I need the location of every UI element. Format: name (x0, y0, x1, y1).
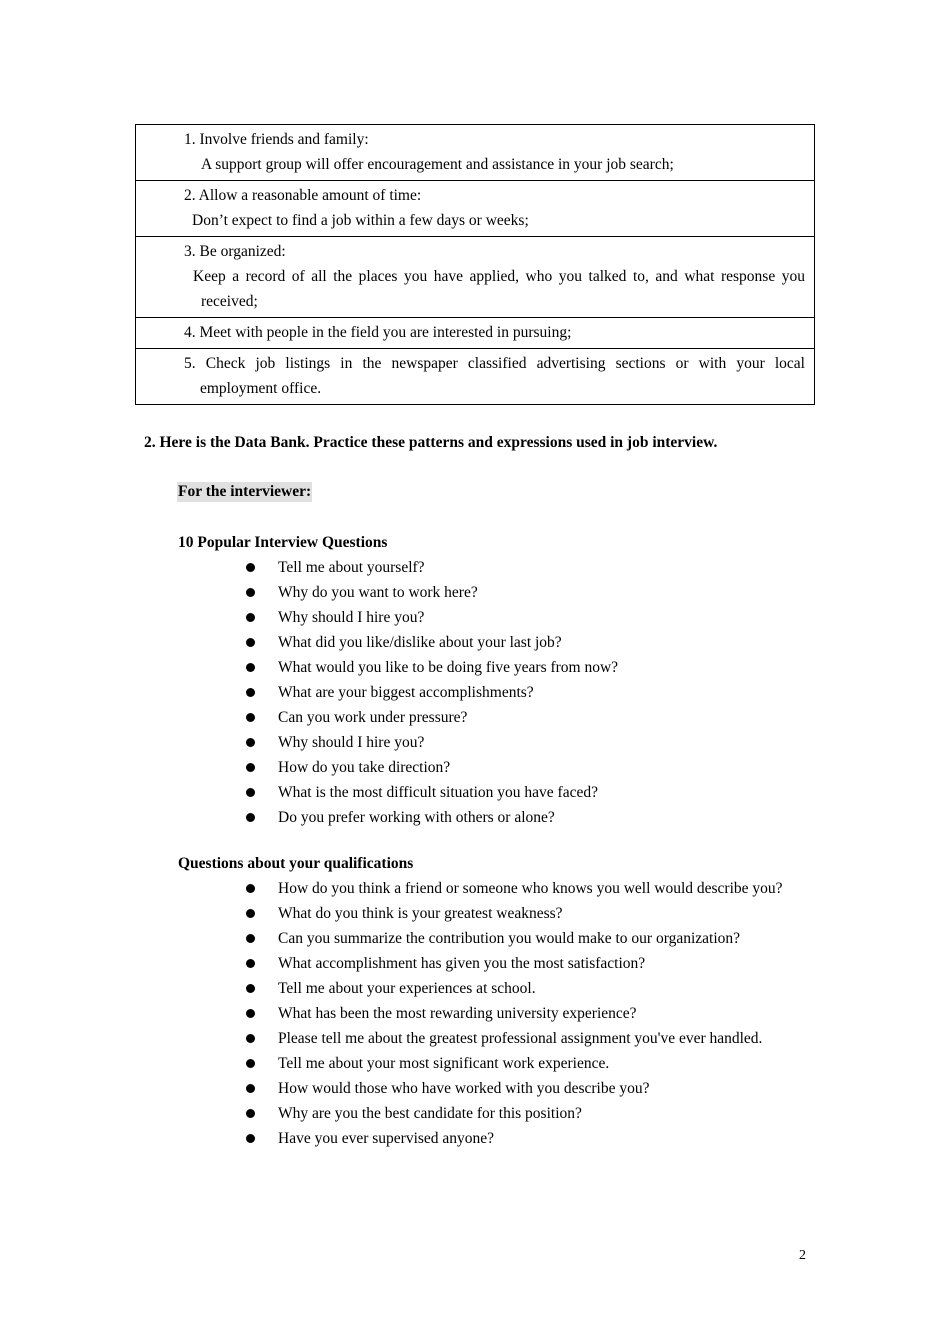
popular-questions-list (238, 555, 806, 830)
list-item (238, 926, 806, 951)
question-text: Do you prefer working with others or alone? (278, 809, 555, 826)
question-text: Can you work under pressure? (278, 709, 468, 726)
list-item (238, 951, 806, 976)
bullet-icon (246, 663, 255, 672)
bullet-icon (246, 909, 255, 918)
tip-title: 3. Be organized: (184, 243, 286, 260)
bullet-icon (246, 788, 255, 797)
list-item (238, 1001, 806, 1026)
bullet-icon (246, 763, 255, 772)
list-item (238, 876, 806, 901)
list-item (238, 705, 806, 730)
tip-row (136, 125, 814, 180)
bullet-icon (246, 563, 255, 572)
list-item (238, 976, 806, 1001)
question-text: Have you ever supervised anyone? (278, 1130, 495, 1147)
bullet-icon (246, 1109, 255, 1118)
bullet-icon (246, 1034, 255, 1043)
bullet-icon (246, 984, 255, 993)
list-item (238, 1051, 806, 1076)
question-text: Why are you the best candidate for this position? (278, 1105, 582, 1122)
popular-questions-heading: 10 Popular Interview Questions (178, 534, 388, 551)
list-item (238, 555, 806, 580)
bullet-icon (246, 1084, 255, 1093)
question-text: What do you think is your greatest weakness? (278, 905, 563, 922)
bullet-icon (246, 1134, 255, 1143)
qualification-questions-list (238, 876, 806, 1151)
tip-title: 1. Involve friends and family: (184, 131, 369, 148)
question-text: Please tell me about the greatest professional assignment you've ever handled. (278, 1030, 763, 1047)
question-text: Can you summarize the contribution you would make to our organization? (278, 930, 741, 947)
list-item (238, 755, 806, 780)
bullet-icon (246, 884, 255, 893)
bullet-icon (246, 813, 255, 822)
list-item (238, 1126, 806, 1151)
question-text: What did you like/dislike about your last job? (278, 634, 562, 651)
section-heading: 2. Here is the Data Bank. Practice these patterns and expressions used in job interview. (144, 434, 718, 451)
list-item (238, 655, 806, 680)
list-item (238, 1026, 806, 1051)
bullet-icon (246, 638, 255, 647)
tip-title: 5. Check job listings in the newspaper classified advertising sections or with your local employment office. (184, 355, 805, 397)
bullet-icon (246, 613, 255, 622)
question-text: What are your biggest accomplishments? (278, 684, 534, 701)
tip-body: Keep a record of all the places you have applied, who you talked to, and what response you received; (193, 268, 805, 310)
list-item (238, 780, 806, 805)
role-heading: For the interviewer: (178, 483, 312, 500)
question-text: How would those who have worked with you describe you? (278, 1080, 650, 1097)
question-text: Why do you want to work here? (278, 584, 478, 601)
bullet-icon (246, 588, 255, 597)
list-item (238, 605, 806, 630)
list-item (238, 680, 806, 705)
list-item (238, 630, 806, 655)
question-text: What has been the most rewarding university experience? (278, 1005, 637, 1022)
list-item (238, 901, 806, 926)
bullet-icon (246, 713, 255, 722)
tip-row (136, 348, 814, 404)
tip-row (136, 317, 814, 348)
bullet-icon (246, 688, 255, 697)
tip-title: 4. Meet with people in the field you are interested in pursuing; (184, 324, 572, 341)
list-item (238, 1101, 806, 1126)
tip-row (136, 180, 814, 236)
list-item (238, 1076, 806, 1101)
tip-body: Don’t expect to find a job within a few days or weeks; (192, 212, 529, 229)
bullet-icon (246, 1009, 255, 1018)
qualification-questions-heading: Questions about your qualifications (178, 855, 414, 872)
list-item (238, 805, 806, 830)
question-text: What would you like to be doing five years from now? (278, 659, 619, 676)
tip-title: 2. Allow a reasonable amount of time: (184, 187, 422, 204)
question-text: Tell me about yourself? (278, 559, 425, 576)
tip-row (136, 236, 814, 317)
question-text: What accomplishment has given you the most satisfaction? (278, 955, 646, 972)
question-text: Tell me about your experiences at school. (278, 980, 536, 997)
list-item (238, 580, 806, 605)
question-text: How do you take direction? (278, 759, 451, 776)
bullet-icon (246, 738, 255, 747)
bullet-icon (246, 934, 255, 943)
question-text: Why should I hire you? (278, 609, 425, 626)
question-text: Why should I hire you? (278, 734, 425, 751)
bullet-icon (246, 959, 255, 968)
question-text: What is the most difficult situation you have faced? (278, 784, 598, 801)
question-text: Tell me about your most significant work experience. (278, 1055, 610, 1072)
list-item (238, 730, 806, 755)
question-text: How do you think a friend or someone who knows you well would describe you? (278, 880, 783, 897)
bullet-icon (246, 1059, 255, 1068)
job-search-tips-table (135, 124, 815, 405)
tip-body: A support group will offer encouragement and assistance in your job search; (201, 156, 674, 173)
page-number: 2 (799, 1248, 806, 1263)
